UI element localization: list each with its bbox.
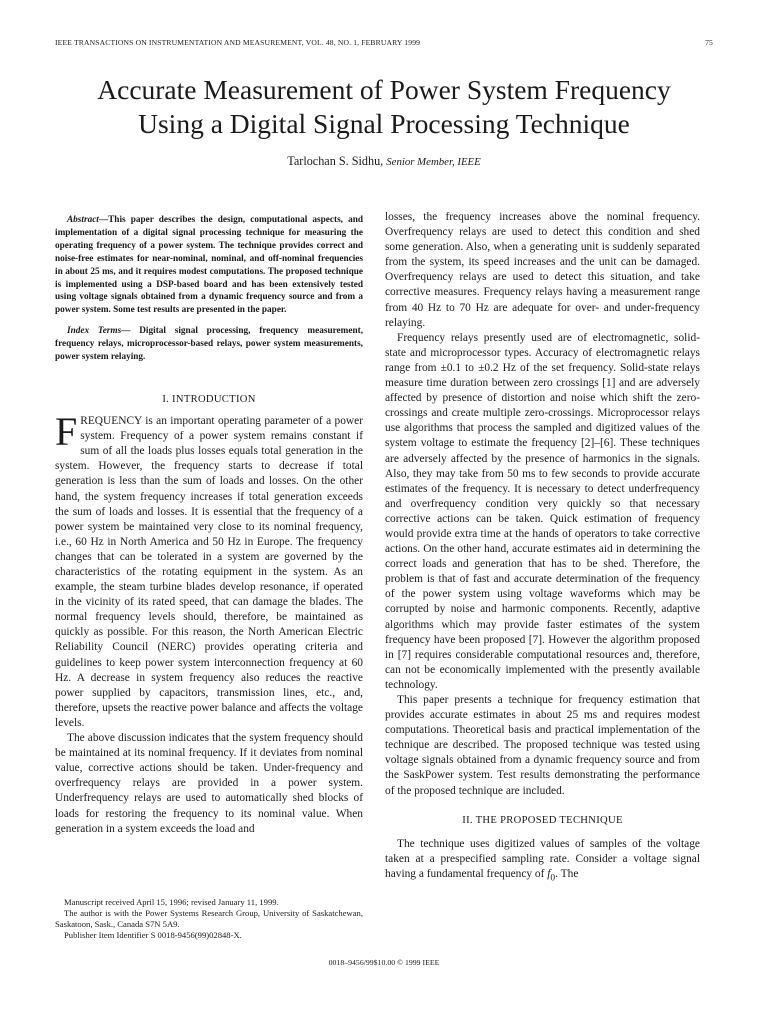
author-line [0,154,768,169]
intro-paragraph-3: Frequency relays presently used are of electromagnetic, solid-state and microprocessor types. Accuracy of electromagnetic relays range from ±0.1 to ±0.2 Hz of the set frequency. Solid-state relays measure time duration between zero crossings [1] and are adversely affected by presence of distortion and noise which shift the zero-crossings and create multiple zero-crossings. Microprocessor relays use algorithms that process the sampled and digitized values of the system voltage to estimate the frequency [2]–[6]. These techniques are adversely affected by the presence of harmonics in the signals. Also, they may take from 50 ms to few seconds to provide accurate estimates of the frequency. It is necessary to detect underfrequency and overfrequency condition very quickly so that necessary corrective actions can be taken. Quick estimation of frequency would provide extra time at the hands of operators to take corrective actions. On the other hand, accurate estimates aid in determining the correct loads and generation that has to be shed. Therefore, the problem is that of fast and accurate determination of the frequency of the power system using voltage waveforms which may be corrupted by noise and harmonic components. Recently, adaptive algorithms which may provide faster estimates of the system frequency have been proposed [7]. However the algorithm proposed in [7] requires considerable computational resources and, therefore, can not be economically implemented with the presently available technology. [385,331,700,691]
index-terms-text: Digital signal processing, frequency measurement, frequency relays, microprocessor-based relays, power system measurements, power system relaying. [55,326,364,363]
abstract-label: Abstract— [67,215,109,225]
index-terms [55,325,363,364]
left-column [55,214,363,837]
section-heading-introduction: I. INTRODUCTION [162,393,256,405]
frequency-symbol: f [547,867,551,880]
right-column [385,210,700,886]
technique-paragraph-1-end: . The [555,867,579,880]
paper-title [40,73,728,141]
section-heading-proposed-technique: II. THE PROPOSED TECHNIQUE [462,814,623,826]
abstract-text: This paper describes the design, computational aspects, and implementation of a digital signal processing technique for measuring the operating frequency of a power system. The technique provides correct and noise-free estimates for near-nominal, nominal, and off-nominal frequencies in about 25 ms, and it requires modest computations. The proposed technique is implemented using a DSP-based board and has been extensively tested using voltage signals obtained from a dynamic frequency source and from a power system. Some test results are presented in the paper. [55,215,363,316]
intro-paragraph-2: The above discussion indicates that the system frequency should be maintained at its nominal frequency. If it deviates from nominal value, corrective actions should be taken. Under-frequency and overfrequency relays are provided in a power system. Underfrequency relays are used to automatically shed blocks of loads for restoring the frequency to its nominal value. When generation in a system exceeds the load and [55,732,363,835]
index-terms-label: Index Terms— [67,326,131,337]
footnote-affiliation: The author is with the Power Systems Research Group, University of Saskatchewan, Saskatoon, Sask., Canada S7N 5A9. [55,908,363,929]
technique-paragraph-1-text: The technique uses digitized values of samples of the voltage taken at a prespecified sampling rate. Consider a voltage signal having a fundamental frequency of [385,837,700,880]
journal-citation: IEEE TRANSACTIONS ON INSTRUMENTATION AND MEASUREMENT, VOL. 48, NO. 1, FEBRUARY 1999 [55,38,421,47]
footnotes [55,897,363,941]
footnote-received: Manuscript received April 15, 1996; revised January 11, 1999. [64,897,279,907]
intro-paragraph-1-text: REQUENCY is an important operating parameter of a power system. Frequency of a power system remains constant if sum of all the loads plus losses equals total generation in the system. However, the frequency starts to decrease if total generation is less than the sum of loads and losses. On the other hand, the system frequency increases if total generation exceeds the sum of loads and losses. It is essential that the frequency of a power system be maintained very close to its nominal frequency, i.e., 60 Hz in North America and 50 Hz in Europe. The frequency changes that can be tolerated in a system are governed by the characteristics of the rotating equipment in the system. As an example, the steam turbine blades develop resonance, if operated in the vicinity of its rated speed, that can damage the blades. The normal frequency levels should, therefore, be maintained as quickly as possible. For this reason, the North American Electric Reliability Council (NERC) provides operating criteria and guidelines to keep power system interconnection frequency at 60 Hz. A decrease in system frequency also reduces the reactive power supplied by capacitors, transmission lines, etc., and, therefore, upsets the reactive power balance and affects the voltage levels. [55,415,363,729]
page-number: 75 [705,38,713,47]
intro-paragraph-4: This paper presents a technique for frequency estimation that provides accurate estimates in about 25 ms and requires modest computations. Theoretical basis and practical implementation of the technique are described. The proposed technique was tested using voltage signals obtained from a dynamic frequency source and from the SaskPower system. Test results demonstrating the performance of the proposed technique are included. [385,694,700,797]
title-line-2: Using a Digital Signal Processing Technique [138,108,630,139]
abstract [55,214,363,317]
running-header [55,38,713,50]
drop-cap: F [55,409,78,455]
frequency-subscript: 0 [550,873,556,884]
author-membership: Senior Member, IEEE [386,156,481,168]
copyright-line: 0018–9456/99$10.00 © 1999 IEEE [328,958,440,967]
author-name: Tarlochan S. Sidhu, [287,154,384,168]
footnote-identifier: Publisher Item Identifier S 0018-9456(99)02848-X. [64,930,242,940]
technique-paragraph-1 [385,837,700,887]
intro-paragraph-2-continued: losses, the frequency increases above the nominal frequency. Overfrequency relays are used to detect this condition and shed some generation. Also, when a generating unit is suddenly separated from the system, its speed increases and the unit can be damaged. Overfrequency relays are used to detect this situation, and take corrective measures. Frequency relays having a measurement range from 40 Hz to 70 Hz are adequate for over- and under-frequency relaying. [385,211,700,329]
intro-paragraph-1 [55,409,363,731]
title-line-1: Accurate Measurement of Power System Frequency [97,74,671,105]
